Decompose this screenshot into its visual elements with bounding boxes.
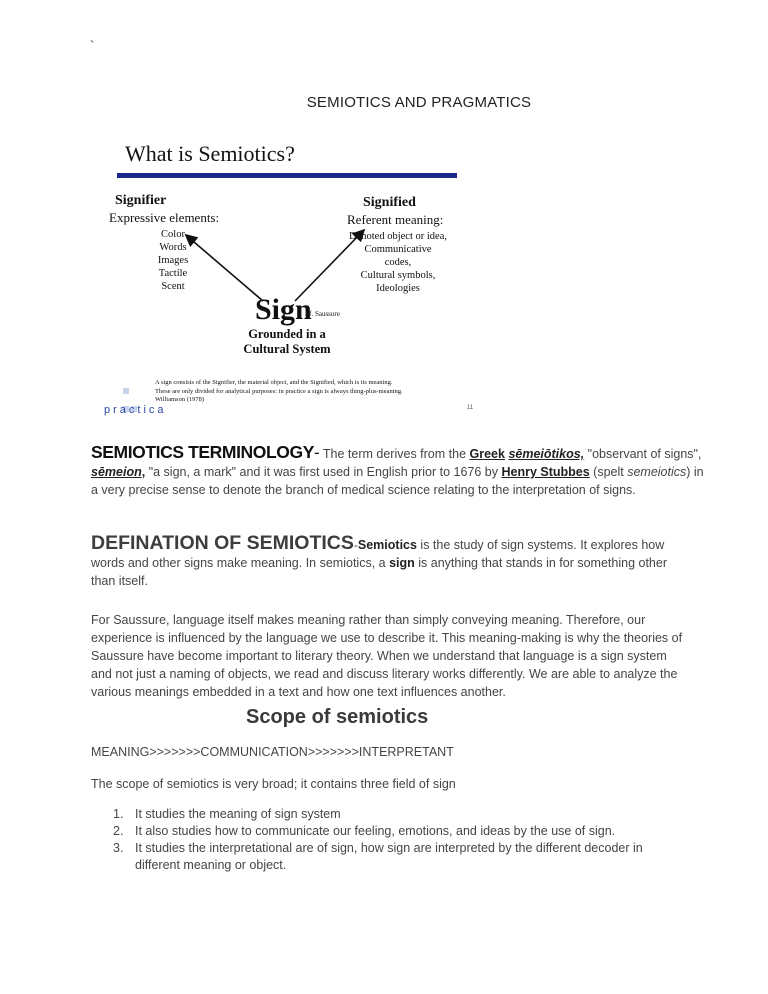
terminology-heading: SEMIOTICS TERMINOLOGY xyxy=(91,442,314,462)
meaning-chain: MEANING>>>>>>>COMMUNICATION>>>>>>>INTERPRETANT xyxy=(91,745,454,759)
text-run: "observant of signs", xyxy=(584,447,702,461)
saussure-paragraph: For Saussure, language itself makes meaning rather than simply conveying meaning. Therefore, our experience is influenced by the language we use to describe it. This meaning-making is why the theories of Saussure have become important to literary theory. When we understand that language is a sign system and not just a naming of objects, we read and discuss literary works differently. We are able to analyze the various meanings embedded in a text and how one text influences another. xyxy=(91,613,683,699)
heading-dash: - xyxy=(353,538,358,552)
signified-heading: Signified xyxy=(363,195,416,210)
signifier-heading: Signifier xyxy=(115,193,167,208)
practica-logo: practica xyxy=(104,404,167,416)
arrow-to-signified xyxy=(295,231,363,301)
definition-paragraph xyxy=(91,534,691,590)
comma: , xyxy=(141,465,146,479)
signifier-item: Color xyxy=(161,229,185,240)
arrow-to-signifier xyxy=(187,236,263,301)
text-run: "a sign, a mark" and it was first used in English prior to 1676 by xyxy=(145,465,502,479)
greek-link: Greek xyxy=(469,447,505,461)
sign-label: Sign xyxy=(255,293,312,326)
note-line: These are only divided for analytical purposes: in practice a sign is always thing-plus-meaning. xyxy=(155,387,403,395)
slide-page-number: 11 xyxy=(467,405,474,411)
signifier-item: Images xyxy=(157,255,189,266)
list-item xyxy=(91,840,691,874)
signifier-item: Scent xyxy=(161,281,185,292)
list-item xyxy=(91,823,691,840)
text-run: (spelt xyxy=(589,465,628,479)
signifier-subheading: Expressive elements: xyxy=(109,210,220,225)
heading-dash: - xyxy=(314,443,320,462)
list-text: It also studies how to communicate our feeling, emotions, and ideas by the use of sign. xyxy=(135,824,616,838)
stray-mark: ` xyxy=(90,38,95,53)
terminology-paragraph xyxy=(91,443,711,499)
grounded-caption xyxy=(235,327,339,357)
text-run: is the study of sign systems. It explores how words and other signs make meaning. In semiotics, a xyxy=(91,538,665,570)
signified-item: codes, xyxy=(384,257,412,268)
text-run: is anything that stands in for something other than itself. xyxy=(91,556,667,588)
signifier-item: Tactile xyxy=(158,268,188,279)
grounded-line: Cultural System xyxy=(243,342,331,356)
text-run: ) in a very precise sense to denote the branch of medical science relating to the interpretation of signs. xyxy=(91,465,704,497)
list-number: 3. xyxy=(113,841,124,855)
henry-stubbes-link: Henry Stubbes xyxy=(501,465,590,479)
scope-heading: Scope of semiotics xyxy=(246,706,429,728)
semeion-term: sēmeion xyxy=(91,465,142,479)
signified-subheading: Referent meaning: xyxy=(347,212,444,227)
scope-intro: The scope of semiotics is very broad; it contains three field of sign xyxy=(91,777,456,791)
text-run: The term derives from the xyxy=(319,447,470,461)
signified-item: Denoted object or idea, xyxy=(349,231,447,242)
list-text: It studies the interpretational are of sign, how sign are interpreted by the different decoder in different meaning or object. xyxy=(135,841,643,872)
sign-citation: cf. Saussure xyxy=(306,310,340,318)
grounded-line: Grounded in a xyxy=(248,327,326,341)
signified-item: Ideologies xyxy=(376,283,420,294)
semeiotics-term: semeiotics xyxy=(627,465,687,479)
list-item xyxy=(91,806,691,823)
figure-note xyxy=(155,379,465,405)
list-text: It studies the meaning of sign system xyxy=(135,807,341,821)
figure-title: What is Semiotics? xyxy=(125,141,295,166)
scope-list xyxy=(91,806,691,874)
semiotics-bold: Semiotics xyxy=(357,538,417,552)
signified-item: Cultural symbols, xyxy=(360,270,436,281)
definition-heading: DEFINATION OF SEMIOTICS xyxy=(91,532,354,554)
sign-bold: sign xyxy=(389,556,415,570)
diagram-arrows xyxy=(95,133,475,416)
signified-item: Communicative xyxy=(364,244,432,255)
signifier-item: Words xyxy=(159,242,187,253)
list-number: 1. xyxy=(113,807,124,821)
list-number: 2. xyxy=(113,824,124,838)
semiotics-diagram xyxy=(95,133,475,416)
document-title: SEMIOTICS AND PRAGMATICS xyxy=(306,94,532,111)
greek-term: sēmeiōtikos, xyxy=(508,447,585,461)
note-line: Williamson (1978) xyxy=(155,396,205,403)
note-line: A sign consists of the Signifier, the material object, and the Signified, which is its meaning. xyxy=(155,379,393,386)
